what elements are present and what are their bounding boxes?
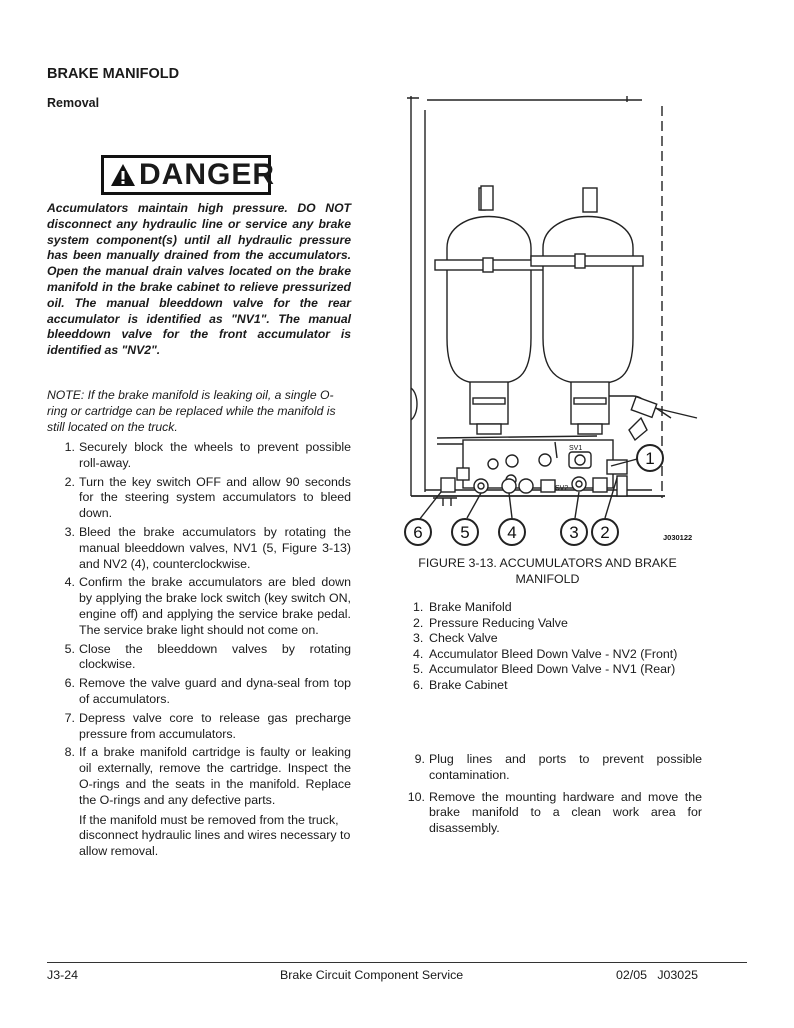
step-number: 10. [407,789,425,804]
step-item [47,575,351,638]
legend-number: 6. [413,677,424,692]
legend-item [413,631,713,647]
legend-number: 1. [413,600,424,614]
callout-5: 5 [460,523,470,542]
legend-item [413,662,713,678]
footer-divider [47,962,747,963]
step-text: Securely block the wheels to prevent possible roll-away. [79,440,351,470]
step-item [47,711,351,743]
step-item [47,475,351,522]
step-number: 5. [64,641,75,656]
figure-caption: FIGURE 3-13. ACCUMULATORS AND BRAKE MANIFOLD [418,556,677,586]
step-text: Confirm the brake accumulators are bled down by applying the brake lock switch (key switch ON, engine off) and applying the service brake pedal. The service brake light should not come on. [79,575,351,637]
legend-text: Pressure Reducing Valve [429,615,568,630]
legend-text: Accumulator Bleed Down Valve - NV1 (Rear) [429,662,676,677]
footer-revision: 02/05 J03025 [616,968,698,982]
footer-page-number: J3-24 [47,968,78,982]
step-item [405,752,702,784]
figure-legend [413,600,713,694]
note: NOTE: If the brake manifold is leaking oil, a single O-ring or cartridge can be replaced while the manifold is still located on the truck. [47,388,336,434]
figure-image-code: J030122 [663,533,693,542]
step-number: 3. [64,524,75,539]
legend-item [413,647,713,663]
legend-number: 3. [413,631,424,646]
legend-number: 2. [413,615,424,630]
step-number: 2. [64,474,75,489]
step-8-continuation: If the manifold must be removed from the truck, disconnect hydraulic lines and wires necessary to allow removal. [79,812,351,859]
legend-text: Check Valve [429,631,498,646]
step-text: If a brake manifold cartridge is faulty or leaking oil externally, remove the cartridge. Inspect the O-rings and the seats in the manifold. Replace the O-rings and any defective parts. [79,745,351,807]
accumulator-brake-manifold-figure [397,88,707,548]
procedure-steps [47,440,351,860]
step-text: Depress valve core to release gas precharge pressure from accumulators. [79,710,351,741]
callout-2: 2 [600,523,610,542]
step-number: 1. [64,440,75,454]
step-item [405,790,702,837]
step-text: Remove the valve guard and dyna-seal from top of accumulators. [79,676,351,706]
step-item [47,745,351,808]
step-text: Close the bleeddown valves by rotating clockwise. [79,641,351,672]
step-item [47,642,351,674]
legend-text: Brake Manifold [429,600,512,614]
legend-item [413,600,713,616]
step-text: Plug lines and ports to prevent possible contamination. [429,752,702,782]
step-number: 7. [64,710,75,725]
step-number: 9. [414,752,425,766]
valve-label-sv2: SV2 [555,485,569,492]
callout-6: 6 [413,523,423,542]
callout-3: 3 [569,523,579,542]
procedure-steps-continued [405,752,702,843]
valve-label-sv1: SV1 [569,445,583,452]
step-number: 8. [64,745,75,760]
step-item [47,525,351,572]
legend-item [413,678,713,694]
step-item [47,676,351,708]
warning-triangle-icon [110,163,136,187]
step-text: Bleed the brake accumulators by rotating the manual bleeddown valves, NV1 (5, Figure 3-13) and NV2 (4), counterclockwise. [79,524,351,571]
legend-number: 5. [413,662,424,677]
step-text: Remove the mounting hardware and move the brake manifold to a clean work area for disassembly. [429,789,702,836]
footer-section-title: Brake Circuit Component Service [280,968,464,982]
legend-text: Accumulator Bleed Down Valve - NV2 (Front) [429,646,678,661]
step-item [47,440,351,472]
legend-number: 4. [413,646,424,661]
danger-message: Accumulators maintain high pressure. DO NOT disconnect any hydraulic line or service any brake system component(s) until all hydraulic pressure has been manually drained from the accumulators. Open the manual drain valves located on the brake manifold in the brake cabinet to relieve pressurized oil. The manual bleeddown valve for the rear accumulator is identified as "NV1". The manual bleeddown valve for the front accumulator is identified as "NV2". [47,201,351,358]
callout-4: 4 [507,523,517,542]
step-number: 4. [64,575,75,590]
step-text: Turn the key switch OFF and allow 90 seconds for the steering system accumulators to bleed down. [79,474,351,521]
legend-text: Brake Cabinet [429,677,508,692]
legend-item [413,616,713,632]
danger-label-text: DANGER [139,158,276,191]
step-number: 6. [64,676,75,691]
callout-1: 1 [645,449,655,468]
subsection-title: Removal [47,96,100,110]
danger-label [101,155,276,195]
section-title: BRAKE MANIFOLD [47,66,180,82]
